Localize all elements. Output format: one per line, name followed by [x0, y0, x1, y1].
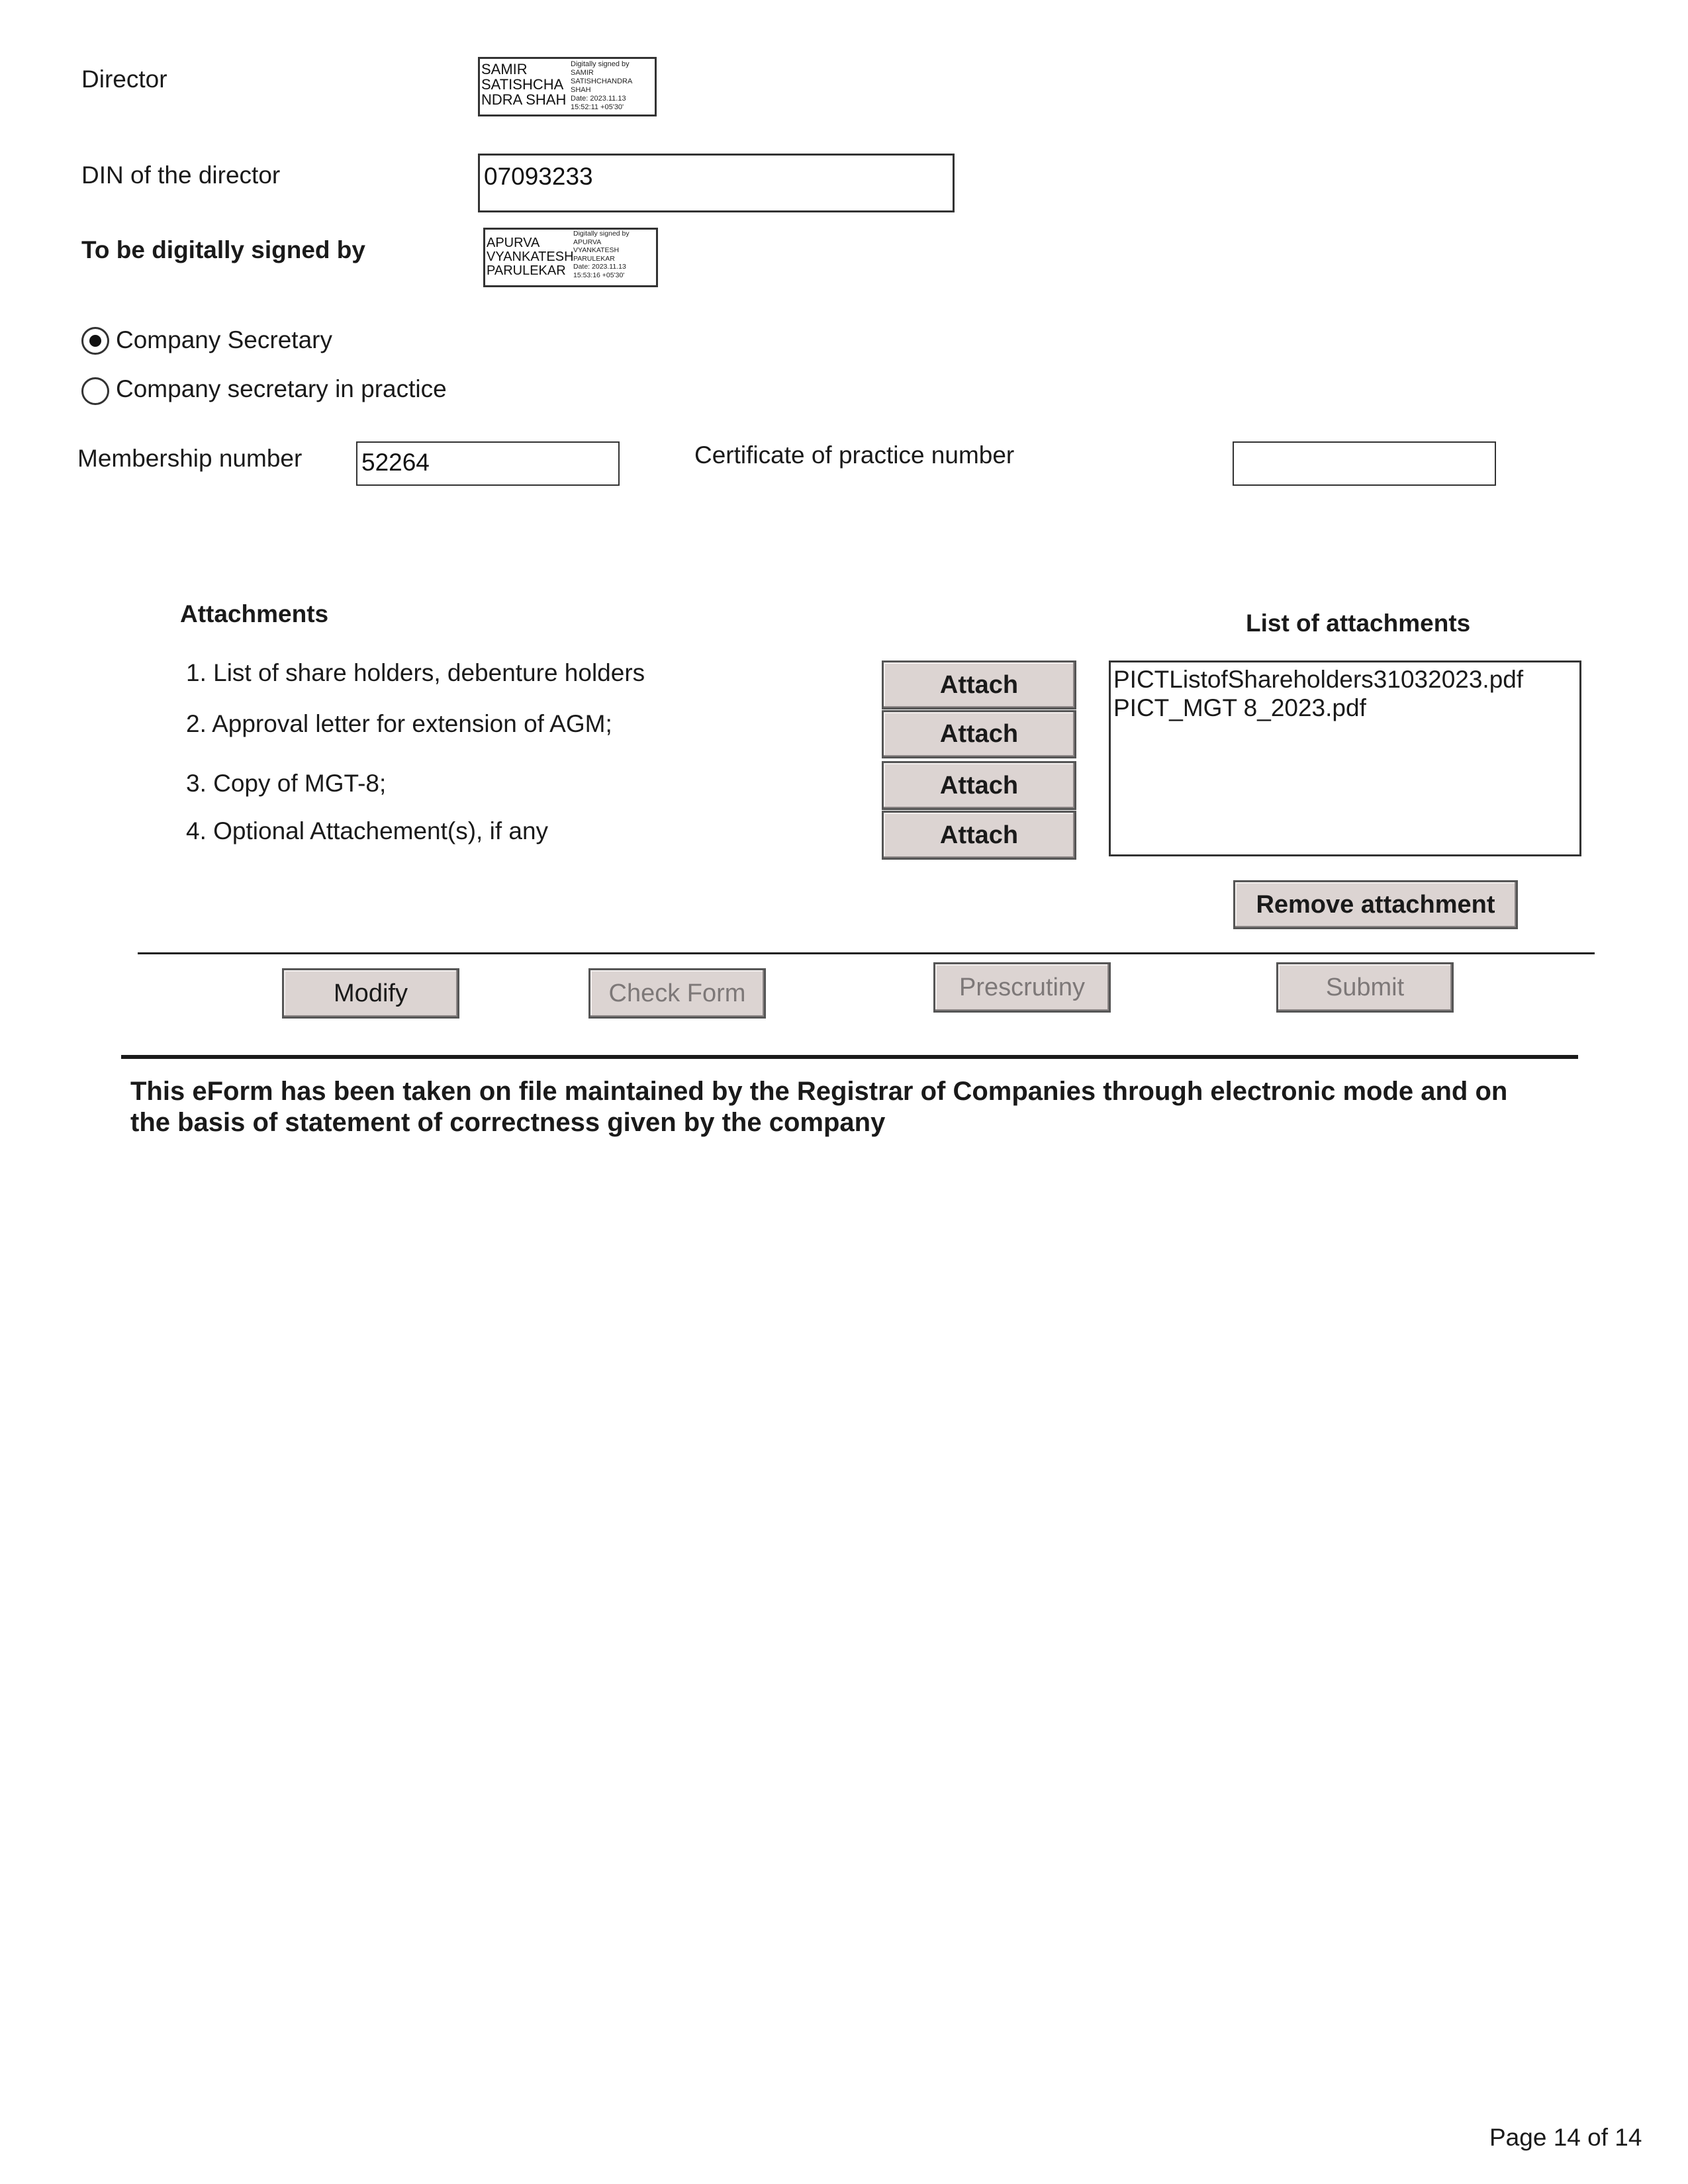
- attachment-item-1: 1. List of share holders, debenture holders: [186, 659, 645, 686]
- remove-attachment-button[interactable]: Remove attachment: [1233, 880, 1518, 929]
- attachment-item-3: 3. Copy of MGT-8;: [186, 770, 387, 797]
- radio-company-secretary[interactable]: [81, 327, 109, 355]
- signer-label: To be digitally signed by: [81, 236, 365, 263]
- attached-file-item[interactable]: PICTListofShareholders31032023.pdf: [1113, 666, 1524, 693]
- membership-label: Membership number: [77, 445, 303, 472]
- director-signature: [478, 57, 657, 116]
- check-form-button[interactable]: Check Form: [588, 968, 766, 1019]
- radio-company-secretary-label: Company Secretary: [116, 326, 332, 353]
- cop-number-field[interactable]: [1233, 441, 1496, 486]
- radio-selected-dot: [89, 335, 101, 347]
- attach-button-3[interactable]: Attach: [882, 761, 1076, 810]
- attach-button-1[interactable]: Attach: [882, 660, 1076, 709]
- attachments-heading: Attachments: [180, 600, 329, 627]
- attach-button-2[interactable]: Attach: [882, 710, 1076, 758]
- divider: [138, 952, 1595, 954]
- attachment-item-4: 4. Optional Attachement(s), if any: [186, 817, 549, 844]
- eform-filing-note-line-1: This eForm has been taken on file maintained by the Registrar of Companies through electronic mode and on: [130, 1077, 1508, 1106]
- page-number: Page 14 of 14: [1489, 2124, 1642, 2151]
- eform-filing-note: [130, 1076, 1507, 1138]
- director-signature-name: SAMIR SATISHCHA NDRA SHAH: [481, 61, 567, 108]
- modify-button[interactable]: Modify: [282, 968, 459, 1019]
- prescrutiny-button[interactable]: Prescrutiny: [933, 962, 1111, 1013]
- signer-signature-details: Digitally signed by APURVA VYANKATESH PARULEKAR Date: 2023.11.13 15:53:16 +05'30': [573, 230, 630, 279]
- radio-cs-in-practice[interactable]: [81, 377, 109, 405]
- attached-file-item[interactable]: PICT_MGT 8_2023.pdf: [1113, 694, 1366, 721]
- signer-signature: [483, 228, 658, 287]
- submit-button[interactable]: Submit: [1276, 962, 1454, 1013]
- attachments-listbox[interactable]: [1109, 660, 1581, 856]
- director-signature-details: Digitally signed by SAMIR SATISHCHANDRA SHAH Date: 2023.11.13 15:52:11 +05'30': [571, 60, 633, 111]
- din-field[interactable]: 07093233: [478, 154, 955, 212]
- membership-number-field[interactable]: 52264: [356, 441, 620, 486]
- director-label: Director: [81, 66, 167, 93]
- eform-filing-note-line-2: the basis of statement of correctness given by the company: [130, 1108, 886, 1137]
- footer-divider: [121, 1055, 1578, 1059]
- din-label: DIN of the director: [81, 161, 281, 189]
- attachment-item-2: 2. Approval letter for extension of AGM;: [186, 710, 612, 737]
- list-of-attachments-heading: List of attachments: [1246, 610, 1471, 637]
- signer-signature-name: APURVA VYANKATESH PARULEKAR: [487, 236, 574, 278]
- attach-button-4[interactable]: Attach: [882, 811, 1076, 860]
- cop-label: Certificate of practice number: [694, 441, 1015, 469]
- radio-cs-in-practice-label: Company secretary in practice: [116, 375, 447, 402]
